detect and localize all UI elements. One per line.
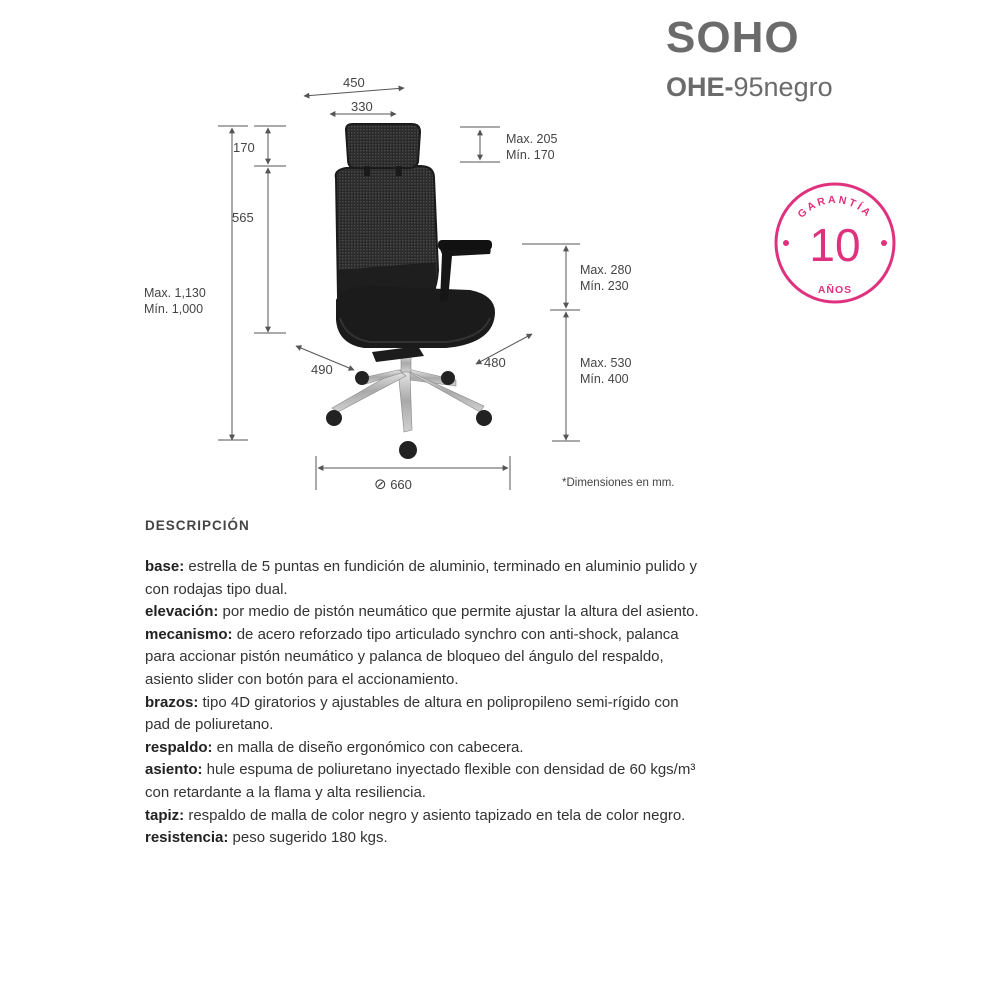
spec-text: hule espuma de poliuretano inyectado flexible con densidad de 60 kgs/m³ con retardante a la flama y alta resiliencia. — [145, 761, 696, 801]
warranty-top-text: GARANTÍA — [795, 193, 875, 221]
spec-text: tipo 4D giratorios y ajustables de altura en polipropileno semi-rígido con pad de poliuretano. — [145, 693, 679, 734]
base-diameter-value: 660 — [390, 477, 412, 492]
spec-item — [145, 737, 705, 760]
dim-seat-height: Max. 530 Mín. 400 — [580, 356, 632, 386]
spec-item — [145, 692, 705, 737]
dim-headrest-height: 170 — [233, 140, 255, 155]
spec-text: respaldo de malla de color negro y asiento tapizado en tela de color negro. — [184, 806, 686, 824]
spec-text: de acero reforzado tipo articulado synchro con anti-shock, palanca para accionar pistón neumático y palanca de bloqueo del ángulo del respaldo, asiento slider con botón para el accionamiento. — [145, 625, 679, 688]
warranty-number: 10 — [809, 219, 861, 271]
spec-label: tapiz: — [145, 806, 185, 824]
spec-item — [145, 601, 705, 624]
spec-label: base: — [145, 558, 185, 575]
model-suffix: 95negro — [733, 72, 833, 102]
dim-armrest-height: Max. 280 Mín. 230 — [580, 263, 632, 293]
spec-item — [145, 759, 705, 804]
spec-label: elevación: — [145, 603, 219, 621]
chair-illustration — [326, 124, 495, 459]
spec-text: en malla de diseño ergonómico con cabecera. — [212, 738, 524, 756]
dim-headrest-adjust: Max. 205 Mín. 170 — [506, 132, 558, 162]
dim-base-diameter — [374, 476, 412, 495]
dot-icon — [783, 240, 789, 246]
dim-seat-width: 490 — [311, 362, 333, 377]
dimensions-note: *Dimensiones en mm. — [562, 477, 675, 489]
dim-headrest-width: 450 — [343, 75, 365, 90]
product-name: SOHO — [666, 13, 800, 62]
spec-text: estrella de 5 puntas en fundición de aluminio, terminado en aluminio pulido y con rodajas tipo dual. — [145, 558, 698, 598]
dot-icon — [881, 240, 887, 246]
spec-item — [145, 556, 705, 601]
spec-label: respaldo: — [145, 738, 213, 756]
dim-headrest-inner-width: 330 — [351, 99, 373, 114]
spec-label: mecanismo: — [145, 625, 233, 643]
spec-item — [145, 805, 705, 828]
warranty-badge — [770, 178, 900, 308]
model-prefix: OHE- — [666, 72, 734, 102]
spec-label: resistencia: — [145, 829, 229, 847]
spec-item — [145, 827, 705, 850]
specification-list — [145, 556, 705, 850]
spec-text: peso sugerido 180 kgs. — [228, 829, 388, 847]
dim-total-height: Max. 1,130 Mín. 1,000 — [144, 286, 206, 316]
diameter-icon: ⊘ — [374, 476, 387, 493]
dim-seat-depth: 480 — [484, 355, 506, 370]
spec-label: asiento: — [145, 761, 203, 779]
chair-base — [326, 354, 492, 459]
spec-text: por medio de pistón neumático que permite ajustar la altura del asiento. — [218, 603, 699, 621]
description-title: DESCRIPCIÓN — [145, 518, 250, 533]
spec-item — [145, 624, 705, 692]
spec-label: brazos: — [145, 693, 199, 711]
warranty-bottom-text: AÑOS — [817, 284, 853, 296]
dim-back-height: 565 — [232, 210, 254, 225]
